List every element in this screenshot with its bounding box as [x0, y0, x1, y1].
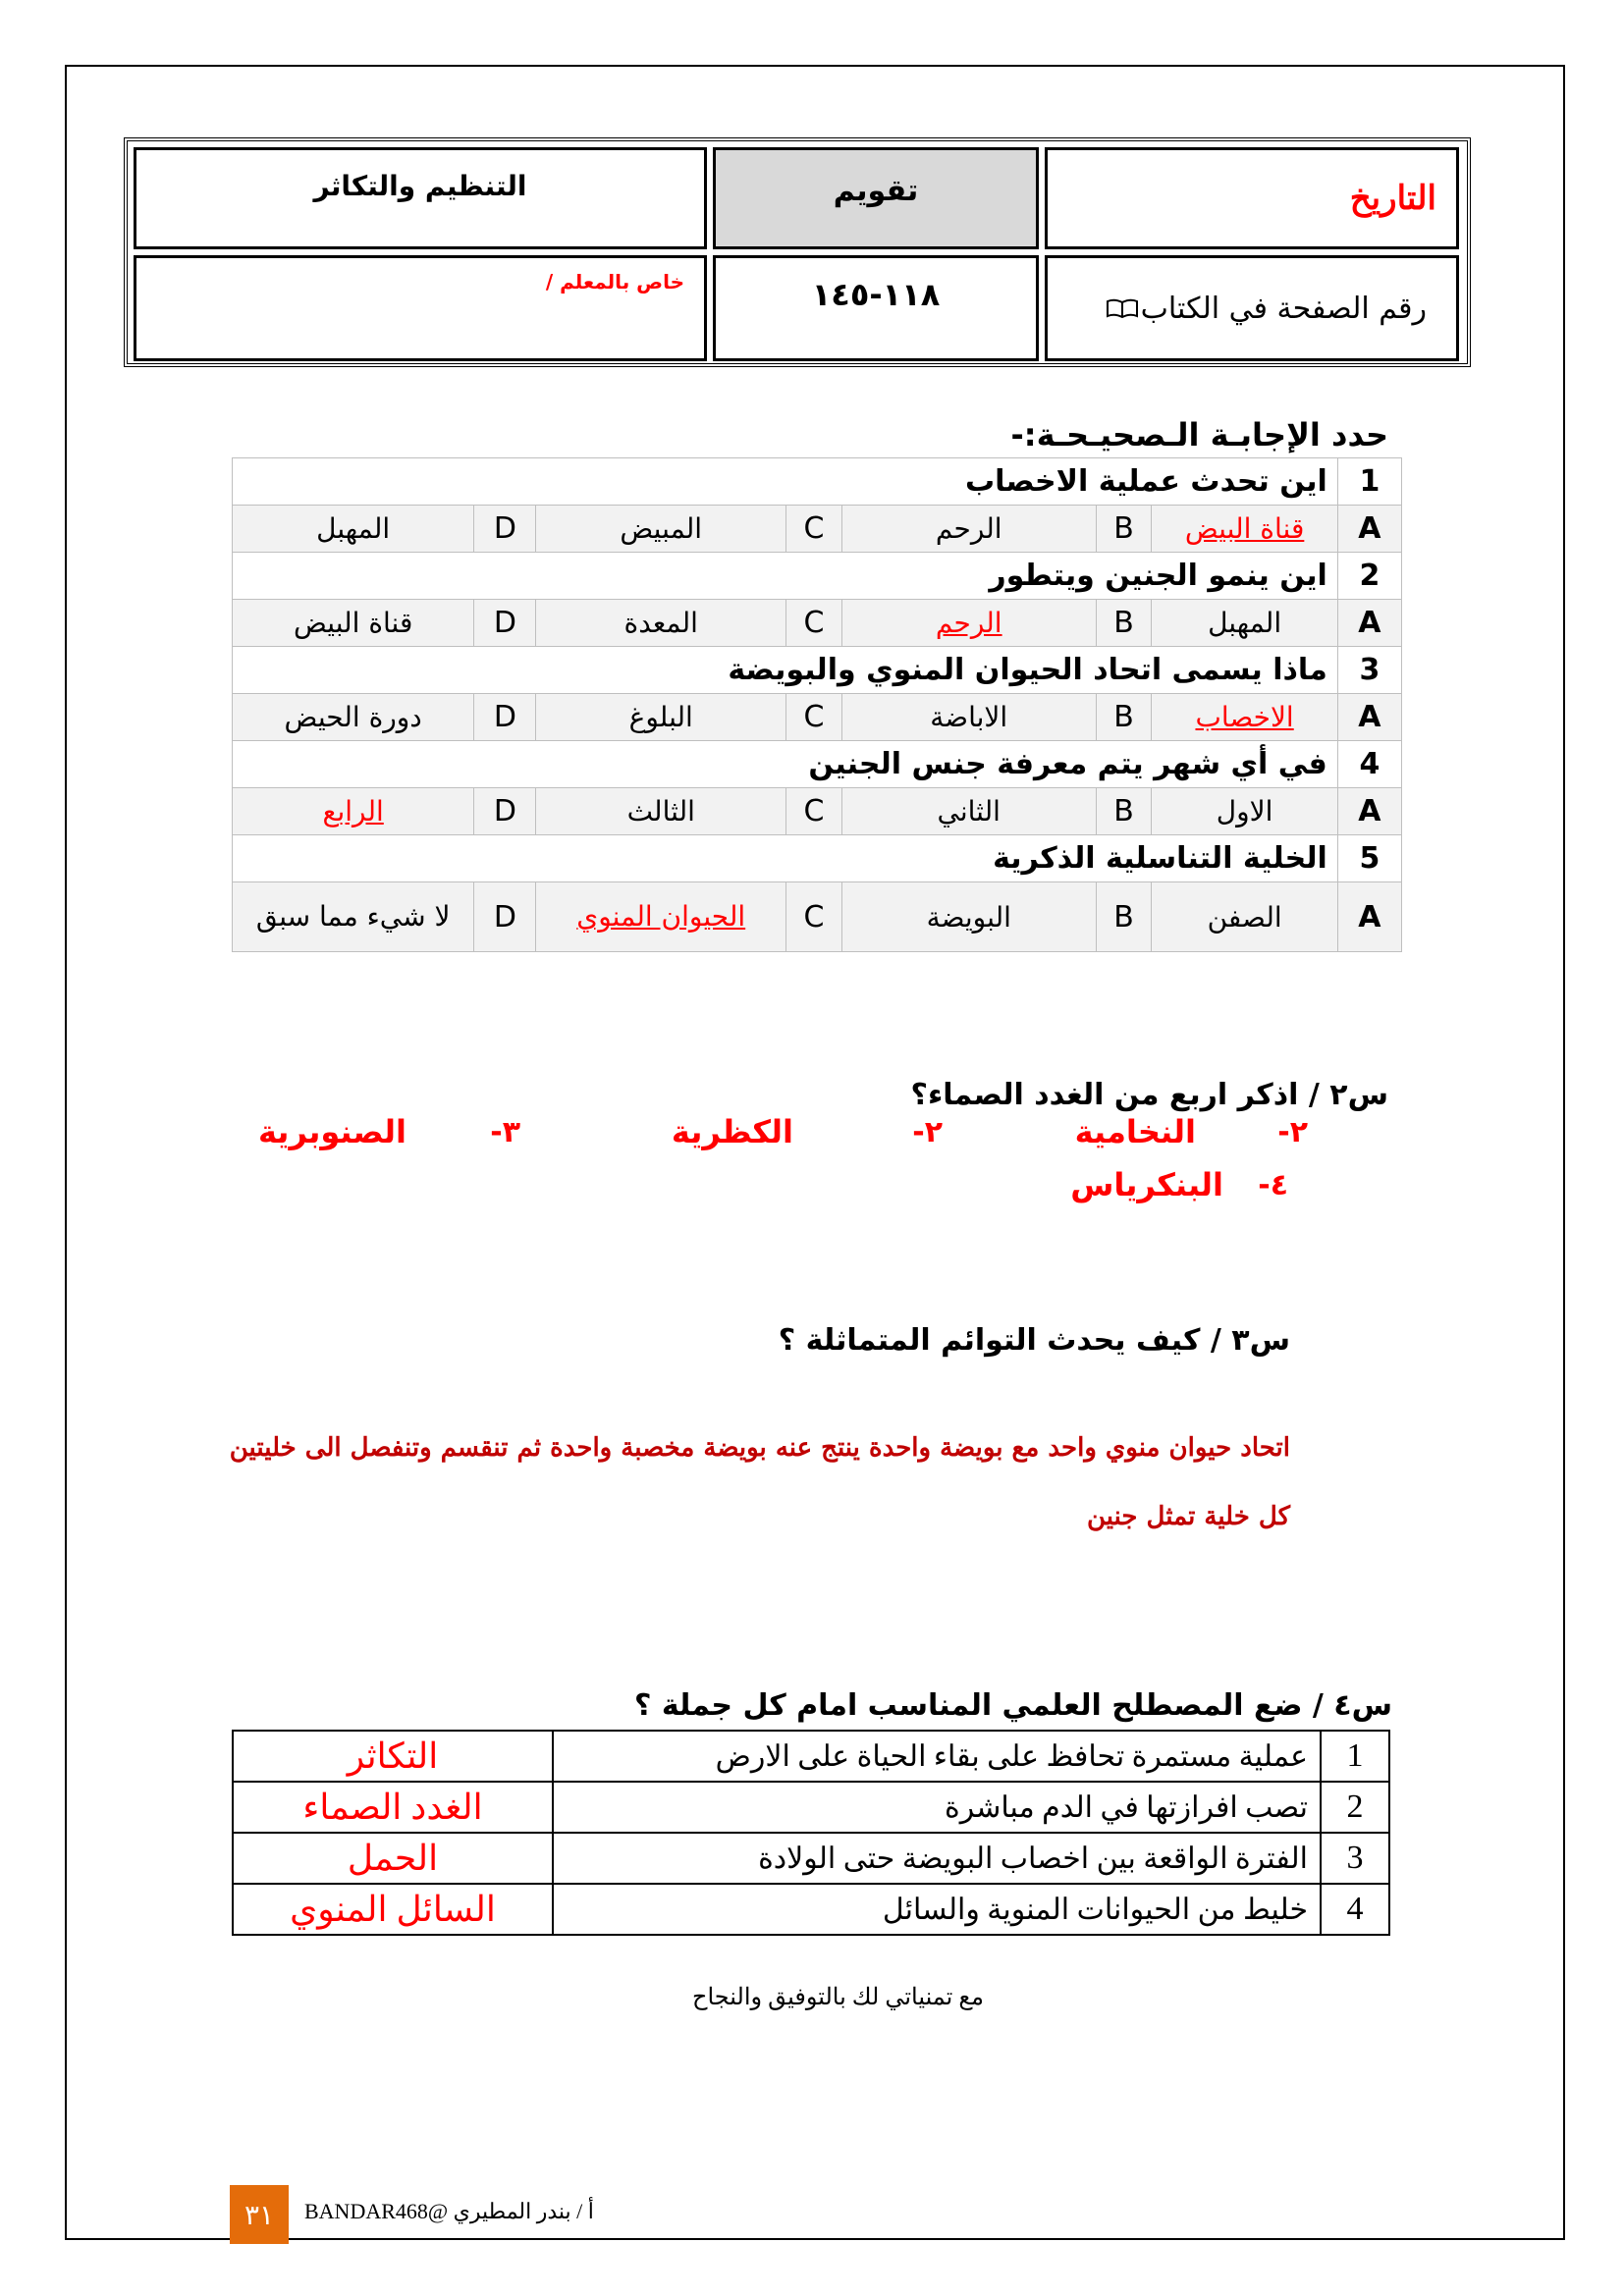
pages-value: ١١٨-١٤٥ [811, 276, 941, 313]
option-letter: B [1096, 882, 1152, 952]
option-letter: D [474, 600, 536, 647]
term-number: 3 [1321, 1833, 1389, 1884]
option-text[interactable] [536, 506, 786, 553]
term-definition: تصب افرازتها في الدم مباشرة [553, 1782, 1321, 1833]
gland-3: الصنوبرية [258, 1113, 406, 1150]
question-row [233, 553, 1402, 600]
option-letter: B [1096, 506, 1152, 553]
option-letter: B [1096, 694, 1152, 741]
term-number: 4 [1321, 1884, 1389, 1935]
date-cell [1045, 147, 1459, 249]
pages-cell [713, 255, 1039, 361]
option-letter: C [786, 788, 842, 835]
book-icon [1106, 297, 1139, 319]
option-letter: A [1337, 882, 1401, 952]
options-row [233, 600, 1402, 647]
question-text: ماذا يسمى اتحاد الحيوان المنوي والبويضة [233, 647, 1338, 694]
question-number: 5 [1337, 835, 1401, 882]
gland-2-num: ٢- [912, 1115, 943, 1149]
gland-4-num: ٤- [1258, 1168, 1288, 1202]
unit-label: التنظيم والتكاثر [313, 170, 527, 202]
unit-cell [134, 147, 707, 249]
option-letter: C [786, 506, 842, 553]
term-row [233, 1782, 1389, 1833]
page-ref-label: رقم الصفحة في الكتاب [1140, 291, 1427, 326]
option-text[interactable] [1152, 882, 1337, 952]
option-label: دورة الحيض [284, 701, 422, 733]
option-letter: D [474, 788, 536, 835]
gland-4: البنكرياس [1070, 1166, 1223, 1203]
term-answer: الحمل [233, 1833, 553, 1884]
teacher-cell [134, 255, 707, 361]
mcq-table [232, 457, 1402, 952]
option-letter: D [474, 506, 536, 553]
option-label: الاول [1216, 795, 1273, 828]
option-text[interactable] [841, 694, 1096, 741]
author-credit: أ / بندر المطيري @BANDAR468 [304, 2199, 594, 2223]
question-number: 3 [1337, 647, 1401, 694]
option-text[interactable] [841, 506, 1096, 553]
option-text[interactable] [841, 788, 1096, 835]
term-row [233, 1884, 1389, 1935]
option-text[interactable] [233, 506, 474, 553]
option-letter: B [1096, 600, 1152, 647]
option-text[interactable] [233, 600, 474, 647]
option-text[interactable] [1152, 788, 1337, 835]
question-text: اين تحدث عملية الاخصاب [233, 458, 1338, 506]
term-answer: الغدد الصماء [233, 1782, 553, 1833]
term-definition: خليط من الحيوانات المنوية والسائل [553, 1884, 1321, 1935]
option-text[interactable] [841, 600, 1096, 647]
term-definition: الفترة الواقعة بين اخصاب البويضة حتى الولادة [553, 1833, 1321, 1884]
type-cell [713, 147, 1039, 249]
option-label: البويضة [926, 900, 1011, 934]
term-number: 2 [1321, 1782, 1389, 1833]
option-label: المهبل [316, 512, 391, 545]
term-row [233, 1731, 1389, 1782]
question-text: اين ينمو الجنين ويتطور [233, 553, 1338, 600]
page-number-badge [230, 2185, 289, 2244]
question-row [233, 458, 1402, 506]
gland-1: النخامية [1074, 1113, 1196, 1150]
option-letter: D [474, 882, 536, 952]
option-letter: C [786, 694, 842, 741]
option-text[interactable] [1152, 600, 1337, 647]
option-label: المبيض [620, 512, 703, 545]
q2-title: س٢ / اذكر اربع من الغدد الصماء؟ [910, 1078, 1388, 1112]
options-row [233, 882, 1402, 952]
correct-answer: الاخصاب [1195, 701, 1294, 733]
option-text[interactable] [536, 600, 786, 647]
gland-2: الكظرية [671, 1113, 793, 1150]
q1-title: حدد الإجابـة الـصحيـحـة:- [1010, 416, 1388, 454]
option-letter: A [1337, 788, 1401, 835]
option-letter: A [1337, 600, 1401, 647]
q4-title: س٤ / ضع المصطلح العلمي المناسب امام كل جملة ؟ [634, 1688, 1392, 1723]
term-row [233, 1833, 1389, 1884]
options-row [233, 694, 1402, 741]
q3-answer-line1: اتحاد حيوان منوي واحد مع بويضة واحدة ينتج عنه بويضة مخصبة واحدة ثم تنقسم وتنفصل الى خليتين [229, 1433, 1290, 1463]
term-answer: السائل المنوي [233, 1884, 553, 1935]
option-text[interactable] [233, 694, 474, 741]
option-letter: D [474, 694, 536, 741]
option-letter: B [1096, 788, 1152, 835]
option-text[interactable] [233, 882, 474, 952]
option-label: المهبل [1208, 607, 1282, 639]
options-row [233, 506, 1402, 553]
question-row [233, 647, 1402, 694]
q3-answer-line2: كل خلية تمثل جنين [1086, 1502, 1290, 1531]
page-number: ٣١ [244, 2198, 275, 2231]
date-label: التاريخ [1349, 179, 1436, 218]
correct-answer: قناة البيض [1184, 512, 1305, 545]
question-text: في أي شهر يتم معرفة جنس الجنين [233, 741, 1338, 788]
question-text: الخلية التناسلية الذكرية [233, 835, 1338, 882]
option-text[interactable] [536, 882, 786, 952]
option-text[interactable] [1152, 506, 1337, 553]
q3-title: س٣ / كيف يحدث التوائم المتماثلة ؟ [778, 1323, 1290, 1358]
type-label: تقويم [833, 174, 919, 208]
header-table [124, 137, 1471, 367]
option-letter: C [786, 600, 842, 647]
option-label: الاباضة [930, 701, 1008, 733]
question-row [233, 835, 1402, 882]
option-letter: A [1337, 506, 1401, 553]
option-text[interactable] [1152, 694, 1337, 741]
correct-answer: الرحم [935, 607, 1002, 639]
teacher-note: خاص بالمعلم / [545, 270, 684, 294]
option-text[interactable] [233, 788, 474, 835]
option-label: الثالث [626, 795, 695, 828]
terms-table [232, 1730, 1390, 1936]
option-text[interactable] [536, 694, 786, 741]
option-letter: A [1337, 694, 1401, 741]
option-label: البلوغ [628, 701, 693, 733]
option-label: قناة البيض [293, 607, 413, 639]
options-row [233, 788, 1402, 835]
question-row [233, 741, 1402, 788]
option-label: الصفن [1207, 900, 1282, 934]
option-text[interactable] [536, 788, 786, 835]
option-label: لا شيء مما سبق [255, 900, 451, 933]
closing-text: مع تمنياتي لك بالتوفيق والنجاح [692, 1985, 984, 2010]
gland-1-num: ٢- [1277, 1115, 1308, 1149]
question-number: 2 [1337, 553, 1401, 600]
gland-3-num: ٣- [490, 1115, 520, 1149]
question-number: 4 [1337, 741, 1401, 788]
option-label: الرحم [935, 512, 1002, 545]
option-letter: C [786, 882, 842, 952]
option-label: المعدة [623, 607, 698, 639]
correct-answer: الحيوان المنوي [576, 900, 746, 933]
option-label: الثاني [937, 795, 1001, 828]
option-text[interactable] [841, 882, 1096, 952]
term-answer: التكاثر [233, 1731, 553, 1782]
term-number: 1 [1321, 1731, 1389, 1782]
correct-answer: الرابع [322, 795, 384, 828]
term-definition: عملية مستمرة تحافظ على بقاء الحياة على الارض [553, 1731, 1321, 1782]
question-number: 1 [1337, 458, 1401, 506]
page-ref-cell [1045, 255, 1459, 361]
